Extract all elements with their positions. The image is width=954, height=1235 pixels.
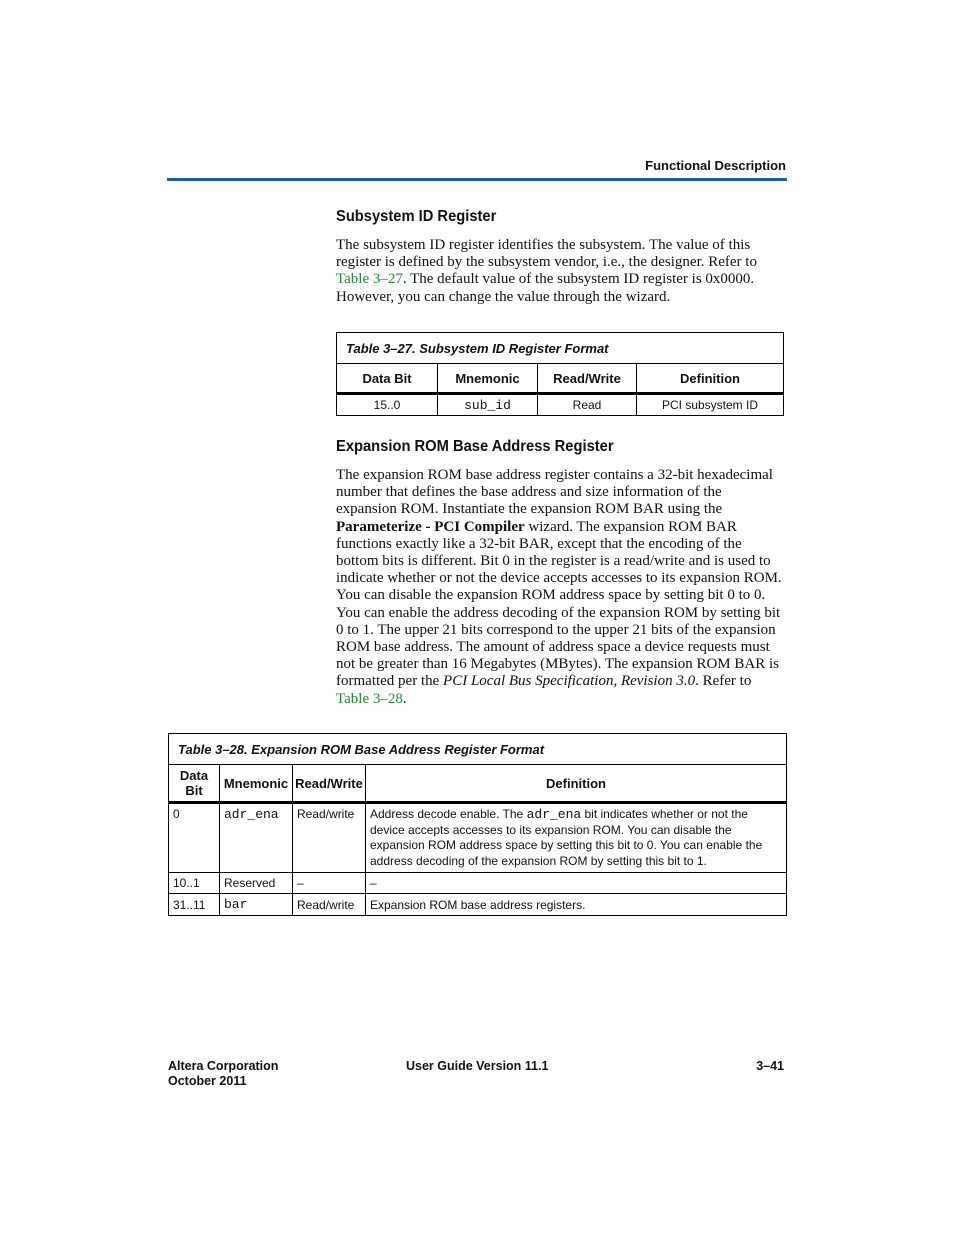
cell-rw: Read/write <box>293 803 366 873</box>
table-link[interactable]: Table 3–28 <box>336 690 403 707</box>
para-text: wizard. The expansion ROM BAR functions exactly like a 32-bit BAR, except that the encoding of the bottom bits is different. Bit 0 in the register is a read/write and is used to indicate whether or not the device accepts accesses to its expansion ROM. You can disable the expansion ROM address space by setting bit 0 to 0. You can enable the address decoding of the expansion ROM by setting bit 0 to 1. The upper 21 bits correspond to the upper 21 bits of the expansion ROM base address. The amount of address space a device requests must not be greater than 16 Megabytes (MBytes). The expansion ROM BAR is formatted per the <box>336 518 782 690</box>
para-text: . Refer to <box>695 673 752 690</box>
definition-code: adr_ena <box>526 807 582 822</box>
cell-rw: Read <box>538 394 637 416</box>
footer-date: October 2011 <box>168 1074 247 1088</box>
table-row <box>169 803 787 873</box>
cell-rw: – <box>293 873 366 894</box>
paragraph-subsystem-id <box>336 237 786 306</box>
section-heading-subsystem-id: Subsystem ID Register <box>336 208 497 225</box>
cell-definition: – <box>366 873 787 894</box>
column-header: Definition <box>366 765 787 803</box>
cell-definition <box>366 803 787 873</box>
page-number: 3–41 <box>756 1059 784 1073</box>
cell-mnemonic: sub_id <box>438 394 538 416</box>
definition-text: Address decode enable. The <box>370 807 527 821</box>
cell-bit: 31..11 <box>169 894 220 916</box>
cell-mnemonic: bar <box>220 894 293 916</box>
spec-title: PCI Local Bus Specification, Revision 3.0 <box>443 673 696 690</box>
para-text: . <box>402 690 407 707</box>
section-heading-expansion-rom: Expansion ROM Base Address Register <box>336 438 614 455</box>
table-subsystem-id <box>336 332 784 416</box>
paragraph-expansion-rom <box>336 467 786 708</box>
column-header: Data Bit <box>169 765 220 803</box>
table-row <box>169 873 787 894</box>
cell-bit: 0 <box>169 803 220 873</box>
running-header: Functional Description <box>645 158 786 173</box>
cell-bit: 15..0 <box>337 394 438 416</box>
column-header: Data Bit <box>337 364 438 394</box>
footer-company: Altera Corporation <box>168 1059 279 1073</box>
table-expansion-rom <box>168 733 787 916</box>
column-header: Definition <box>637 364 784 394</box>
wizard-name: Parameterize - PCI Compiler <box>336 518 525 535</box>
definition-text: bit indicates whether or not the device accepts accesses to its expansion ROM. You can disable the expansion ROM address space by setting this bit to 0. You can enable the address decoding of the expansion ROM by setting this bit to 1. <box>370 807 763 868</box>
para-text: . The default value of the subsystem ID register is 0x0000. However, you can change the value through the wizard. <box>336 271 755 305</box>
column-header: Read/Write <box>538 364 637 394</box>
cell-definition: Expansion ROM base address registers. <box>366 894 787 916</box>
table-caption: Table 3–28. Expansion ROM Base Address Register Format <box>169 734 787 765</box>
table-row <box>337 394 784 416</box>
cell-rw: Read/write <box>293 894 366 916</box>
column-header: Read/Write <box>293 765 366 803</box>
table-caption: Table 3–27. Subsystem ID Register Format <box>337 333 784 364</box>
column-header: Mnemonic <box>438 364 538 394</box>
para-text: The expansion ROM base address register contains a 32-bit hexadecimal number that defines the base address and size information of the expansion ROM. Instantiate the expansion ROM BAR using the <box>336 467 773 518</box>
footer-guide: User Guide Version 11.1 <box>406 1059 549 1073</box>
table-row <box>169 894 787 916</box>
cell-mnemonic: Reserved <box>220 873 293 894</box>
column-header: Mnemonic <box>220 765 293 803</box>
cell-definition: PCI subsystem ID <box>637 394 784 416</box>
table-link[interactable]: Table 3–27 <box>336 271 403 288</box>
footer-left <box>168 1059 278 1089</box>
cell-mnemonic: adr_ena <box>220 803 293 873</box>
para-text: The subsystem ID register identifies the subsystem. The value of this register is defined by the subsystem vendor, i.e., the designer. Refer to <box>336 237 757 271</box>
cell-bit: 10..1 <box>169 873 220 894</box>
header-rule <box>167 178 787 181</box>
